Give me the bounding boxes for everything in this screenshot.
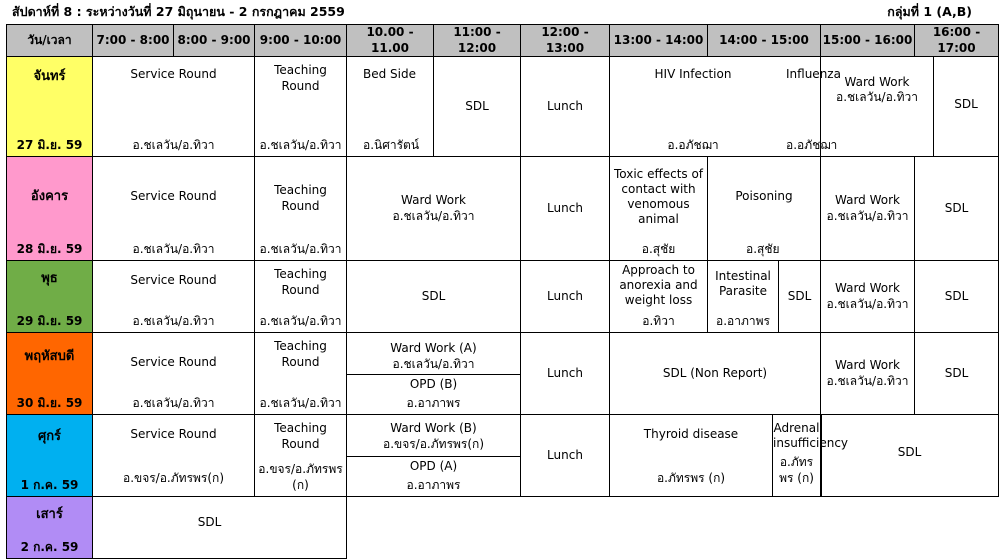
fri-adrenal-insufficiency: Adrenal insufficiency	[773, 421, 849, 451]
col-8-9: 8:00 - 9:00	[174, 25, 255, 57]
wed-sdl-1: SDL	[347, 261, 521, 333]
tue-ward-work: Ward Work อ.ชเลวัน/อ.ทิวา	[347, 157, 521, 261]
day-thursday: พฤหัสบดี 30 มิ.ย. 59	[7, 333, 93, 415]
fri-teaching-round: Teaching Round อ.ขจร/อ.ภัทรพร (ก)	[255, 415, 347, 497]
group-label: กลุ่มที่ 1 (A,B)	[887, 4, 972, 19]
thu-ward-opd	[347, 333, 521, 415]
mon-lunch: Lunch	[521, 57, 610, 157]
col-day-time: วัน/เวลา	[7, 25, 93, 57]
fri-lunch: Lunch	[521, 415, 610, 497]
col-15-16: 15:00 - 16:00	[821, 25, 915, 57]
wed-teaching-round: Teaching Round อ.ชเลวัน/อ.ทิวา	[255, 261, 347, 333]
mon-service-round: Service Round อ.ชเลวัน/อ.ทิวา	[93, 57, 255, 157]
wed-service-round: Service Round อ.ชเลวัน/อ.ทิวา	[93, 261, 255, 333]
tue-toxic-effects: Toxic effects of contact with venomous animal อ.สุชัย	[610, 157, 708, 261]
col-14-15: 14:00 - 15:00	[708, 25, 821, 57]
day-monday	[7, 57, 93, 157]
tue-ward-work-2: Ward Work อ.ชเลวัน/อ.ทิวา	[821, 157, 915, 261]
day-name: จันทร์	[33, 69, 66, 85]
mon-teaching-round: Teaching Round อ.ชเลวัน/อ.ทิวา	[255, 57, 347, 157]
tue-poisoning: Poisoning อ.สุชัย	[708, 157, 821, 261]
fri-sdl: SDL	[821, 415, 999, 497]
col-12-13: 12:00 - 13:00	[521, 25, 610, 57]
schedule-title: สัปดาห์ที่ 8 : ระหว่างวันที่ 27 มิถุนายน - 2 กรกฎาคม 2559	[12, 4, 345, 19]
fri-ward-opd	[347, 415, 521, 497]
mon-ward-work: Ward Work อ.ชเลวัน/อ.ทิวา SDL	[821, 57, 999, 157]
row-wednesday	[7, 261, 999, 333]
wed-sdl-2: SDL	[787, 289, 812, 304]
row-friday	[7, 415, 999, 497]
thu-ward-work-a: Ward Work (A) อ.ชเลวัน/อ.ทิวา	[347, 333, 520, 375]
row-thursday	[7, 333, 999, 415]
fri-opd-a: OPD (A) อ.อาภาพร	[406, 458, 461, 493]
day-saturday: เสาร์ 2 ก.ค. 59	[7, 497, 93, 559]
wed-sdl-3: SDL	[915, 261, 999, 333]
fri-thyroid-disease: Thyroid disease อ.ภัทรพร (ก) Adrenal insufficiency อ.ภัทรพร (ก)	[610, 415, 821, 497]
tue-service-round: Service Round อ.ชเลวัน/อ.ทิวา	[93, 157, 255, 261]
mon-sdl-1: SDL	[434, 57, 521, 157]
col-16-17: 16:00 - 17:00	[915, 25, 999, 57]
wed-intestinal-parasite: Intestinal Parasite อ.อาภาพร SDL	[708, 261, 821, 333]
thu-lunch: Lunch	[521, 333, 610, 415]
mon-influenza: Influenza	[786, 67, 841, 82]
day-wednesday: พุธ 29 มิ.ย. 59	[7, 261, 93, 333]
thu-teaching-round: Teaching Round อ.ชเลวัน/อ.ทิวา	[255, 333, 347, 415]
row-saturday	[7, 497, 999, 559]
mon-sdl-2: SDL	[954, 97, 978, 112]
sat-sdl: SDL	[93, 497, 347, 559]
col-10-11: 10.00 - 11.00	[347, 25, 434, 57]
header-row	[7, 25, 999, 57]
row-monday	[7, 57, 999, 157]
thu-opd-b: OPD (B) อ.อาภาพร	[406, 376, 461, 411]
row-tuesday	[7, 157, 999, 261]
tue-lunch: Lunch	[521, 157, 610, 261]
mon-bedside: Bed Side อ.นิศารัตน์	[347, 57, 434, 157]
thu-sdl: SDL	[915, 333, 999, 415]
day-friday: ศุกร์ 1 ก.ค. 59	[7, 415, 93, 497]
fri-service-round: Service Round อ.ขจร/อ.ภัทรพร(ก)	[93, 415, 255, 497]
thu-service-round: Service Round อ.ชเลวัน/อ.ทิวา	[93, 333, 255, 415]
tue-sdl: SDL	[915, 157, 999, 261]
col-13-14: 13:00 - 14:00	[610, 25, 708, 57]
col-11-12: 11:00 - 12:00	[434, 25, 521, 57]
day-tuesday: อังคาร 28 มิ.ย. 59	[7, 157, 93, 261]
sat-empty	[347, 497, 999, 559]
mon-hiv-infection: HIV Infection อ.อภัชฌา Influenza อ.อภัชฌา	[610, 57, 821, 157]
col-9-10: 9:00 - 10:00	[255, 25, 347, 57]
thu-sdl-non-report: SDL (Non Report)	[610, 333, 821, 415]
fri-ward-work-b: Ward Work (B) อ.ขจร/อ.ภัทรพร(ก)	[347, 415, 520, 457]
wed-lunch: Lunch	[521, 261, 610, 333]
schedule-table	[6, 24, 999, 559]
tue-teaching-round: Teaching Round อ.ชเลวัน/อ.ทิวา	[255, 157, 347, 261]
thu-ward-work: Ward Work อ.ชเลวัน/อ.ทิวา	[821, 333, 915, 415]
wed-anorexia: Approach to anorexia and weight loss อ.ทิวา	[610, 261, 708, 333]
day-date: 27 มิ.ย. 59	[16, 137, 83, 152]
col-7-8: 7:00 - 8:00	[93, 25, 174, 57]
wed-ward-work: Ward Work อ.ชเลวัน/อ.ทิวา	[821, 261, 915, 333]
